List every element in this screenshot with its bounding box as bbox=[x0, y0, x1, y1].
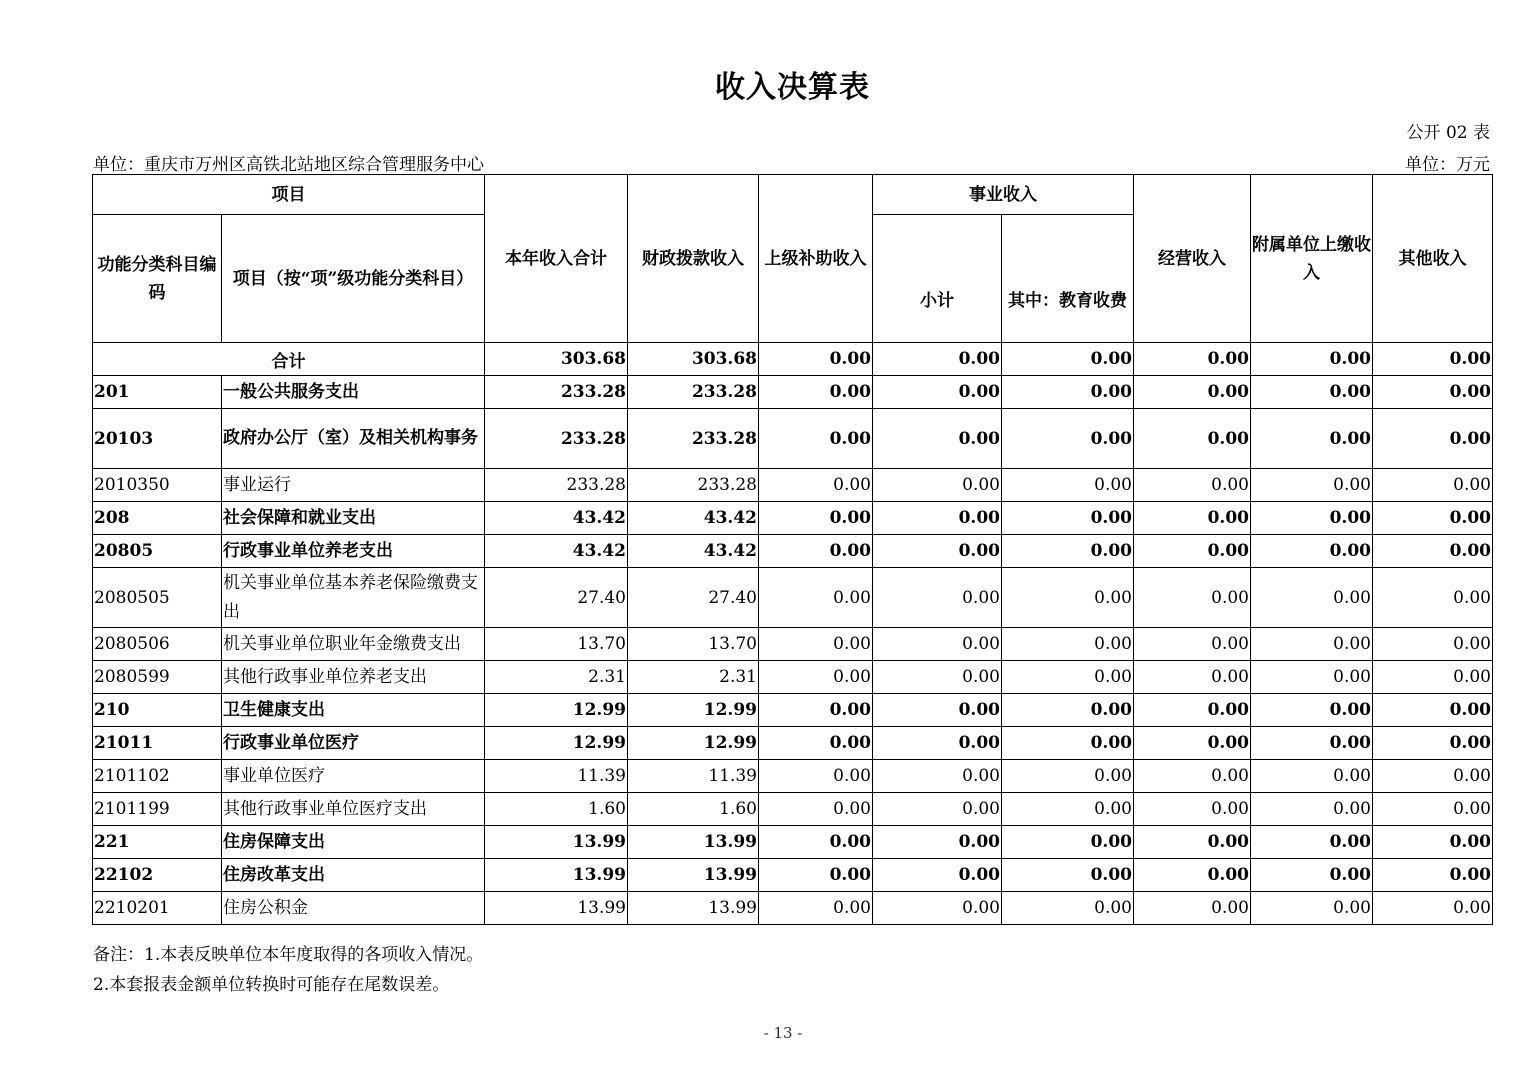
amount-cell: 0.00 bbox=[873, 628, 1002, 661]
amount-cell: 0.00 bbox=[1373, 568, 1493, 628]
function-code-cell: 2080599 bbox=[93, 661, 222, 694]
amount-cell: 0.00 bbox=[873, 694, 1002, 727]
amount-cell: 0.00 bbox=[1134, 469, 1251, 502]
amount-cell: 2.31 bbox=[485, 661, 628, 694]
table-row bbox=[93, 727, 1493, 760]
amount-cell: 0.00 bbox=[1373, 409, 1493, 469]
amount-cell: 0.00 bbox=[1251, 694, 1373, 727]
amount-cell: 0.00 bbox=[1002, 409, 1134, 469]
amount-cell: 0.00 bbox=[1373, 694, 1493, 727]
function-name-cell: 政府办公厅（室）及相关机构事务 bbox=[222, 409, 485, 469]
amount-cell: 12.99 bbox=[628, 694, 759, 727]
function-name-cell: 其他行政事业单位养老支出 bbox=[222, 661, 485, 694]
amount-cell: 0.00 bbox=[1134, 793, 1251, 826]
amount-cell: 0.00 bbox=[1373, 502, 1493, 535]
total-cell: 0.00 bbox=[873, 343, 1002, 376]
amount-cell: 0.00 bbox=[759, 409, 873, 469]
function-code-cell: 210 bbox=[93, 694, 222, 727]
amount-cell: 0.00 bbox=[873, 760, 1002, 793]
table-row bbox=[93, 892, 1493, 925]
function-code-cell: 21011 bbox=[93, 727, 222, 760]
amount-cell: 43.42 bbox=[485, 502, 628, 535]
function-code-cell: 22102 bbox=[93, 859, 222, 892]
header-other-income: 其他收入 bbox=[1373, 175, 1493, 343]
amount-cell: 0.00 bbox=[1002, 892, 1134, 925]
table-row bbox=[93, 568, 1493, 628]
amount-cell: 0.00 bbox=[1251, 859, 1373, 892]
header-operating-income: 经营收入 bbox=[1134, 175, 1251, 343]
amount-cell: 233.28 bbox=[628, 469, 759, 502]
amount-cell: 0.00 bbox=[873, 826, 1002, 859]
total-cell: 0.00 bbox=[1134, 343, 1251, 376]
header-function-name: 项目（按“项”级功能分类科目） bbox=[222, 215, 485, 343]
amount-cell: 0.00 bbox=[873, 892, 1002, 925]
amount-cell: 0.00 bbox=[759, 568, 873, 628]
amount-cell: 0.00 bbox=[1373, 760, 1493, 793]
amount-cell: 0.00 bbox=[1002, 859, 1134, 892]
amount-cell: 0.00 bbox=[1251, 760, 1373, 793]
amount-cell: 0.00 bbox=[1251, 727, 1373, 760]
amount-cell: 0.00 bbox=[1251, 793, 1373, 826]
function-name-cell: 住房改革支出 bbox=[222, 859, 485, 892]
form-number: 公开 02 表 bbox=[1406, 123, 1490, 143]
amount-cell: 0.00 bbox=[1002, 826, 1134, 859]
amount-cell: 0.00 bbox=[1002, 760, 1134, 793]
amount-cell: 0.00 bbox=[873, 409, 1002, 469]
amount-cell: 0.00 bbox=[1373, 661, 1493, 694]
amount-cell: 13.99 bbox=[628, 859, 759, 892]
total-cell: 0.00 bbox=[1373, 343, 1493, 376]
amount-cell: 0.00 bbox=[759, 727, 873, 760]
amount-cell: 0.00 bbox=[1002, 502, 1134, 535]
amount-cell: 0.00 bbox=[759, 694, 873, 727]
amount-cell: 13.99 bbox=[485, 892, 628, 925]
table-row bbox=[93, 859, 1493, 892]
total-cell: 303.68 bbox=[485, 343, 628, 376]
amount-cell: 13.70 bbox=[485, 628, 628, 661]
amount-cell: 0.00 bbox=[1373, 376, 1493, 409]
function-name-cell: 其他行政事业单位医疗支出 bbox=[222, 793, 485, 826]
amount-cell: 0.00 bbox=[759, 469, 873, 502]
amount-cell: 0.00 bbox=[1134, 535, 1251, 568]
amount-cell: 0.00 bbox=[1251, 409, 1373, 469]
function-name-cell: 卫生健康支出 bbox=[222, 694, 485, 727]
total-cell: 303.68 bbox=[628, 343, 759, 376]
amount-cell: 233.28 bbox=[485, 469, 628, 502]
amount-cell: 0.00 bbox=[1134, 376, 1251, 409]
amount-cell: 0.00 bbox=[1134, 859, 1251, 892]
amount-cell: 0.00 bbox=[1134, 727, 1251, 760]
amount-cell: 0.00 bbox=[1373, 628, 1493, 661]
header-item: 项目 bbox=[93, 175, 485, 215]
amount-cell: 0.00 bbox=[873, 793, 1002, 826]
amount-cell: 27.40 bbox=[485, 568, 628, 628]
table-row bbox=[93, 793, 1493, 826]
amount-cell: 0.00 bbox=[873, 568, 1002, 628]
amount-cell: 1.60 bbox=[485, 793, 628, 826]
amount-cell: 0.00 bbox=[1134, 892, 1251, 925]
amount-cell: 233.28 bbox=[628, 409, 759, 469]
amount-cell: 0.00 bbox=[873, 859, 1002, 892]
amount-cell: 0.00 bbox=[759, 502, 873, 535]
amount-cell: 0.00 bbox=[1002, 535, 1134, 568]
function-name-cell: 事业运行 bbox=[222, 469, 485, 502]
total-row bbox=[93, 343, 1493, 376]
function-code-cell: 20805 bbox=[93, 535, 222, 568]
amount-cell: 12.99 bbox=[628, 727, 759, 760]
amount-cell: 0.00 bbox=[759, 535, 873, 568]
amount-cell: 0.00 bbox=[1251, 661, 1373, 694]
header-superior-subsidy: 上级补助收入 bbox=[759, 175, 873, 343]
amount-cell: 0.00 bbox=[1134, 694, 1251, 727]
function-name-cell: 机关事业单位基本养老保险缴费支出 bbox=[222, 568, 485, 628]
amount-cell: 0.00 bbox=[873, 376, 1002, 409]
function-code-cell: 2080505 bbox=[93, 568, 222, 628]
amount-cell: 0.00 bbox=[1002, 568, 1134, 628]
function-name-cell: 行政事业单位医疗 bbox=[222, 727, 485, 760]
header-function-code: 功能分类科目编码 bbox=[93, 215, 222, 343]
amount-cell: 1.60 bbox=[628, 793, 759, 826]
amount-cell: 0.00 bbox=[1373, 469, 1493, 502]
table-row bbox=[93, 694, 1493, 727]
header-fiscal-allocation: 财政拨款收入 bbox=[628, 175, 759, 343]
amount-cell: 0.00 bbox=[1251, 502, 1373, 535]
amount-cell: 43.42 bbox=[485, 535, 628, 568]
amount-cell: 0.00 bbox=[1002, 628, 1134, 661]
function-name-cell: 事业单位医疗 bbox=[222, 760, 485, 793]
table-row bbox=[93, 826, 1493, 859]
table-row bbox=[93, 760, 1493, 793]
function-name-cell: 一般公共服务支出 bbox=[222, 376, 485, 409]
amount-cell: 13.99 bbox=[485, 826, 628, 859]
function-code-cell: 2080506 bbox=[93, 628, 222, 661]
header-subtotal: 小计 bbox=[873, 215, 1002, 343]
function-name-cell: 机关事业单位职业年金缴费支出 bbox=[222, 628, 485, 661]
function-code-cell: 2101102 bbox=[93, 760, 222, 793]
table-body bbox=[93, 343, 1493, 925]
amount-cell: 11.39 bbox=[628, 760, 759, 793]
table-row bbox=[93, 628, 1493, 661]
amount-cell: 27.40 bbox=[628, 568, 759, 628]
amount-cell: 13.99 bbox=[485, 859, 628, 892]
function-code-cell: 208 bbox=[93, 502, 222, 535]
amount-cell: 0.00 bbox=[1002, 661, 1134, 694]
amount-cell: 0.00 bbox=[873, 469, 1002, 502]
amount-cell: 0.00 bbox=[1251, 469, 1373, 502]
amount-cell: 12.99 bbox=[485, 727, 628, 760]
reporting-unit: 单位：重庆市万州区高铁北站地区综合管理服务中心 bbox=[93, 155, 484, 175]
header-total-income: 本年收入合计 bbox=[485, 175, 628, 343]
total-cell: 0.00 bbox=[759, 343, 873, 376]
table-row bbox=[93, 409, 1493, 469]
amount-cell: 0.00 bbox=[873, 727, 1002, 760]
header-business-income: 事业收入 bbox=[873, 175, 1134, 215]
amount-cell: 0.00 bbox=[1134, 826, 1251, 859]
amount-cell: 0.00 bbox=[1373, 535, 1493, 568]
note-line: 备注：1.本表反映单位本年度取得的各项收入情况。 bbox=[93, 945, 484, 965]
total-cell: 0.00 bbox=[1251, 343, 1373, 376]
header-affiliated-income: 附属单位上缴收入 bbox=[1251, 175, 1373, 343]
table-row bbox=[93, 469, 1493, 502]
table-row bbox=[93, 502, 1493, 535]
currency-unit: 单位：万元 bbox=[1405, 155, 1490, 175]
amount-cell: 0.00 bbox=[1373, 727, 1493, 760]
amount-cell: 0.00 bbox=[759, 661, 873, 694]
amount-cell: 12.99 bbox=[485, 694, 628, 727]
table-row bbox=[93, 376, 1493, 409]
income-statement-table bbox=[92, 174, 1493, 925]
table-header bbox=[93, 175, 1493, 343]
amount-cell: 0.00 bbox=[1251, 892, 1373, 925]
amount-cell: 0.00 bbox=[1002, 694, 1134, 727]
amount-cell: 0.00 bbox=[1251, 628, 1373, 661]
amount-cell: 0.00 bbox=[1134, 760, 1251, 793]
amount-cell: 43.42 bbox=[628, 502, 759, 535]
notes bbox=[93, 940, 483, 1000]
amount-cell: 0.00 bbox=[1251, 376, 1373, 409]
amount-cell: 0.00 bbox=[1373, 859, 1493, 892]
table-row bbox=[93, 535, 1493, 568]
amount-cell: 0.00 bbox=[1002, 469, 1134, 502]
function-code-cell: 2210201 bbox=[93, 892, 222, 925]
amount-cell: 0.00 bbox=[1134, 409, 1251, 469]
function-code-cell: 221 bbox=[93, 826, 222, 859]
function-code-cell: 201 bbox=[93, 376, 222, 409]
amount-cell: 0.00 bbox=[1373, 892, 1493, 925]
function-code-cell: 2010350 bbox=[93, 469, 222, 502]
amount-cell: 0.00 bbox=[759, 793, 873, 826]
amount-cell: 0.00 bbox=[759, 628, 873, 661]
function-name-cell: 住房公积金 bbox=[222, 892, 485, 925]
amount-cell: 0.00 bbox=[1134, 661, 1251, 694]
amount-cell: 233.28 bbox=[485, 409, 628, 469]
amount-cell: 0.00 bbox=[759, 859, 873, 892]
amount-cell: 11.39 bbox=[485, 760, 628, 793]
amount-cell: 13.99 bbox=[628, 826, 759, 859]
amount-cell: 13.99 bbox=[628, 892, 759, 925]
amount-cell: 0.00 bbox=[759, 760, 873, 793]
amount-cell: 0.00 bbox=[1251, 826, 1373, 859]
amount-cell: 0.00 bbox=[873, 661, 1002, 694]
amount-cell: 0.00 bbox=[1134, 502, 1251, 535]
page-number: - 13 - bbox=[763, 1024, 803, 1042]
amount-cell: 0.00 bbox=[873, 502, 1002, 535]
function-name-cell: 行政事业单位养老支出 bbox=[222, 535, 485, 568]
amount-cell: 0.00 bbox=[1002, 793, 1134, 826]
amount-cell: 0.00 bbox=[759, 376, 873, 409]
note-line: 2.本套报表金额单位转换时可能存在尾数误差。 bbox=[93, 975, 450, 995]
function-code-cell: 2101199 bbox=[93, 793, 222, 826]
function-name-cell: 住房保障支出 bbox=[222, 826, 485, 859]
amount-cell: 0.00 bbox=[1134, 568, 1251, 628]
amount-cell: 0.00 bbox=[1002, 376, 1134, 409]
amount-cell: 0.00 bbox=[759, 826, 873, 859]
amount-cell: 43.42 bbox=[628, 535, 759, 568]
amount-cell: 233.28 bbox=[485, 376, 628, 409]
amount-cell: 0.00 bbox=[1373, 826, 1493, 859]
amount-cell: 0.00 bbox=[1251, 568, 1373, 628]
amount-cell: 13.70 bbox=[628, 628, 759, 661]
amount-cell: 0.00 bbox=[1373, 793, 1493, 826]
amount-cell: 0.00 bbox=[1251, 535, 1373, 568]
amount-cell: 0.00 bbox=[873, 535, 1002, 568]
amount-cell: 233.28 bbox=[628, 376, 759, 409]
page-title: 收入决算表 bbox=[715, 70, 870, 105]
header-education-fee: 其中：教育收费 bbox=[1002, 215, 1134, 343]
function-code-cell: 20103 bbox=[93, 409, 222, 469]
amount-cell: 0.00 bbox=[759, 892, 873, 925]
total-label: 合计 bbox=[93, 343, 485, 376]
amount-cell: 0.00 bbox=[1134, 628, 1251, 661]
amount-cell: 0.00 bbox=[1002, 727, 1134, 760]
amount-cell: 2.31 bbox=[628, 661, 759, 694]
function-name-cell: 社会保障和就业支出 bbox=[222, 502, 485, 535]
total-cell: 0.00 bbox=[1002, 343, 1134, 376]
table-row bbox=[93, 661, 1493, 694]
